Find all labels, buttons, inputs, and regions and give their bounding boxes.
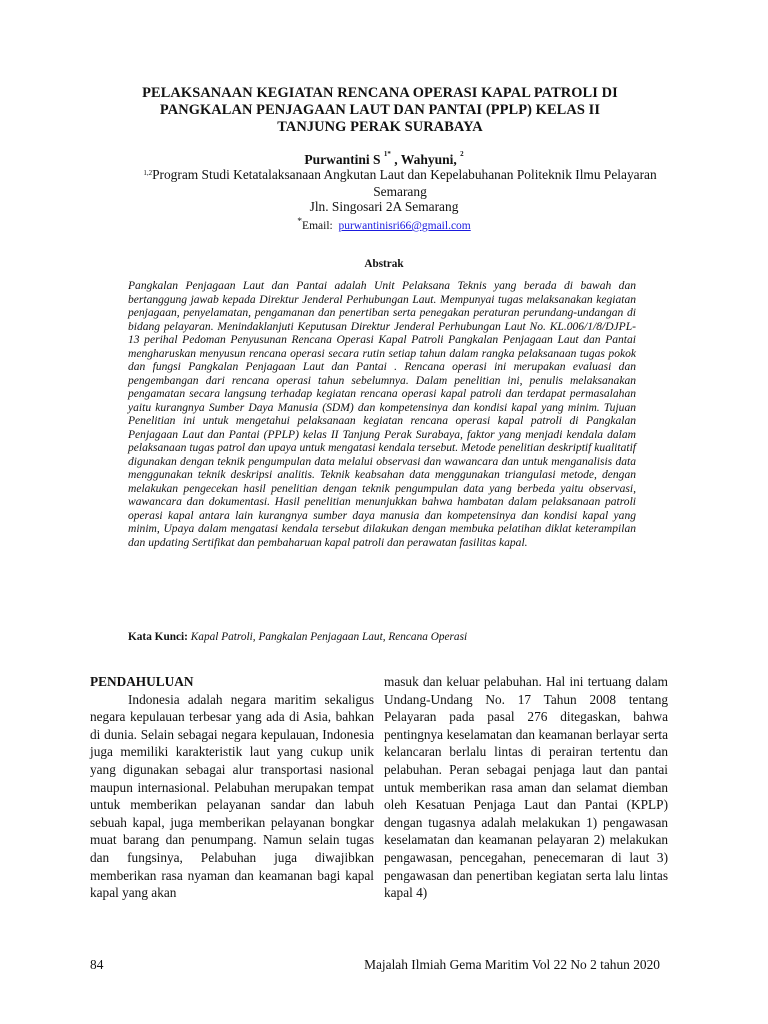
right-column: [384, 673, 668, 902]
abstract-heading: Abstrak: [364, 258, 404, 270]
journal-footer: Majalah Ilmiah Gema Maritim Vol 22 No 2 tahun 2020: [364, 957, 660, 972]
author-separator: ,: [390, 152, 401, 167]
keywords-label: Kata Kunci:: [128, 631, 188, 643]
abstract-text: Pangkalan Penjagaan Laut dan Pantai adalah Unit Pelaksana Teknis yang berada di bawah dan bertanggung jawab kepada Direktur Jenderal Perhubungan Laut. Mempunyai tugas melaksanakan kegiatan penjagaan, penyelamatan, pengamanan dan penertiban serta penegakan peraturan perundang-undangan di bidang pelayaran. Menindaklanjuti Keputusan Direktur Jenderal Perhubungan Laut No. KL.006/1/8/DJPL-13 perihal Pedoman Penyusunan Rencana Operasi Kapal Patroli Pangkalan Penjagaan Laut dan Pantai mengharuskan menyusun rencana operasi secara rutin setiap tahun dalam rangka pelaksanaan tugas pokok dan fungsi Pangkalan Penjagaan Laut dan Pantai . Rencana operasi ini merupakan evaluasi dan pengembangan dari rencana operasi tahun sebelumnya. Dalam penelitian ini, penulis melaksanakan pengamatan secara langsung terhadap kegiatan rencana operasi kapal patroli dan terdapat permasalahan yaitu kurangnya Sumber Daya Manusia (SDM) dan kompetensinya dan kondisi kapal yang minim. Tujuan Penelitian ini untuk mengetahui pelaksanaan kegiatan rencana operasi kapal patroli di Pangkalan Penjagaan Laut dan Pantai (PPLP) kelas II Tanjung Perak Surabaya, faktor yang menjadi kendala dalam pelaksanaan tugas patrol dan upaya untuk mengatasi kendala tersebut. Metode penelitian deskriptif kualitatif digunakan dengan teknik pengumpulan data melalui observasi dan wawancara dan untuk menganalisis data menggunakan teknik deskripsi analitis. Teknik keabsahan data menggunakan triangulasi metode, dengan melakukan pengecekan hasil penelitian dengan teknik pengumpulan data yang berbeda yaitu observasi, wawancara dan dokumentasi. Hasil penelitian menunjukkan bahwa hambatan dalam pelaksanaan patroli operasi kapal antara lain kurangnya sumber daya manusia dan kompetensinya dan kondisi kapal yang minim, Upaya dalam mengatasi kendala tersebut dilakukan dengan membuka pelatihan diklat keterampilan dan updating Sertifikat dan pembaharuan kapal patroli dan perawatan fasilitas kapal.: [128, 280, 636, 549]
keywords: [128, 631, 648, 643]
email-marker: *: [297, 216, 303, 227]
page-number: 84: [90, 957, 104, 972]
email-line: [0, 216, 768, 232]
author-1-marker: 1*: [383, 150, 391, 158]
author-2: Wahyuni,: [400, 152, 457, 167]
affiliation-marker: 1,2: [143, 169, 153, 177]
intro-paragraph-right: masuk dan keluar pelabuhan. Hal ini tertuang dalam Undang-Undang No. 17 Tahun 2008 tentang Pelayaran pada pasal 276 ditegaskan, bahwa pentingnya keselamatan dan keamanan berlayar serta kelancaran berlalu lintas di perairan tertentu dan pelabuhan. Peran sebagai penjaga laut dan pantai untuk memberikan rasa aman dan selamat diemban oleh Kesatuan Penjaga Laut dan Pantai (KPLP) dengan tugasnya adalah melakukan 1) pengawasan keselamatan dan keamanan pelayaran 2) melakukan pengawasan, pencegahan, penecemaran di laut 3) pengawasan dan penertiban kegiatan serta lalu lintas kapal 4): [384, 674, 668, 901]
keywords-text: Kapal Patroli, Pangkalan Penjagaan Laut, Rencana Operasi: [190, 631, 468, 643]
address: Jln. Singosari 2A Semarang: [309, 199, 459, 214]
title-line-3: TANJUNG PERAK SURABAYA: [277, 119, 483, 135]
affiliation-text: Program Studi Ketatalaksanaan Angkutan Laut dan Kepelabuhanan Politeknik Ilmu Pelayaran Semarang: [152, 167, 657, 199]
email-label: Email:: [302, 219, 333, 232]
author-1: Purwantini S: [304, 152, 381, 167]
left-column: [90, 673, 374, 902]
title-line-1: PELAKSANAAN KEGIATAN RENCANA OPERASI KAPAL PATROLI DI: [142, 85, 618, 101]
paper-title: [60, 85, 700, 136]
section-title: PENDAHULUAN: [90, 674, 194, 689]
email-link[interactable]: purwantinisri66@gmail.com: [338, 219, 471, 232]
title-line-2: PANGKALAN PENJAGAAN LAUT DAN PANTAI (PPLP) KELAS II: [159, 102, 601, 118]
author-2-marker: 2: [460, 150, 464, 158]
intro-paragraph-left: Indonesia adalah negara maritim sekaligus negara kepulauan terbesar yang ada di Asia, bahkan di dunia. Selain sebagai negara kepulauan, Indonesia juga memiliki karakteristik laut yang cukup unik yang digunakan sebagai alur transportasi nasional maupun internasional. Pelabuhan merupakan tempat untuk memberikan pelayanan sandar dan labuh sebuah kapal, juga memberikan pelayanan bongkar muat barang dan penumpang. Namun selain tugas dan fungsinya, Pelabuhan juga diwajibkan memberikan rasa nyaman dan keamanan bagi kapal kapal yang akan: [90, 691, 374, 901]
affiliation: [120, 166, 680, 200]
